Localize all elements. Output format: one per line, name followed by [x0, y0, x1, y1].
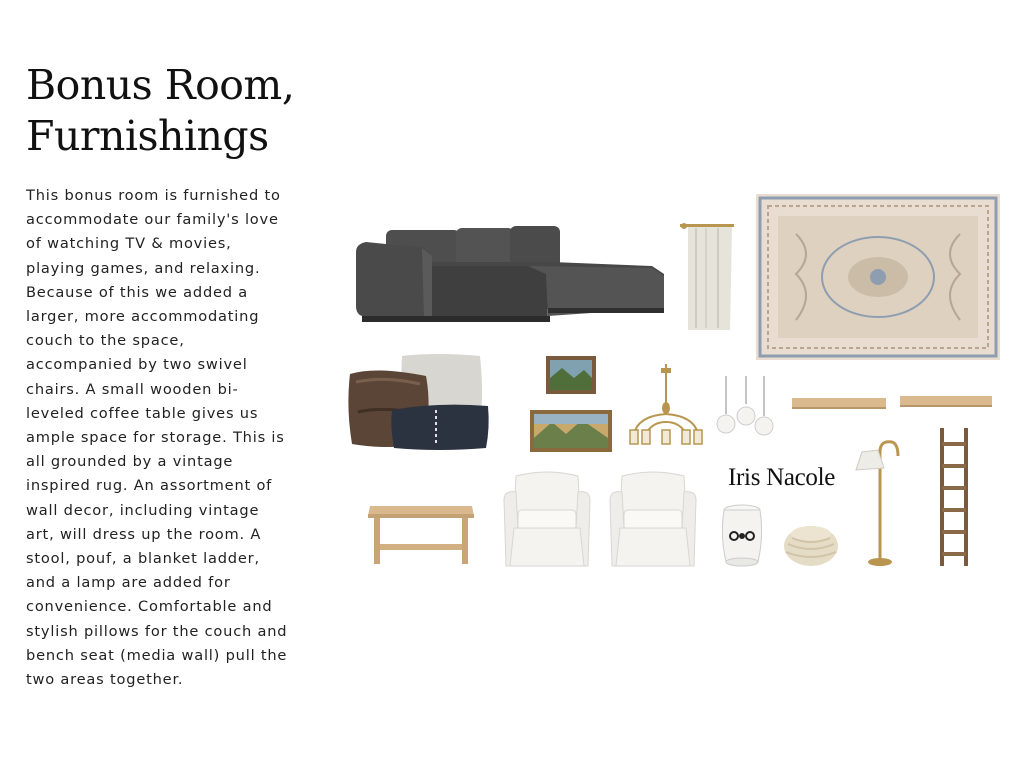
pendant-icon — [716, 376, 774, 438]
designer-signature: Iris Nacole — [728, 464, 836, 491]
ladder-icon — [936, 426, 972, 568]
pouf-icon — [782, 520, 840, 568]
sofa-icon — [352, 222, 668, 328]
painting-icon — [528, 354, 614, 454]
lamp-icon — [854, 438, 904, 568]
rug-icon — [756, 194, 1000, 360]
armchair-icon — [502, 470, 592, 568]
curtain-icon — [680, 222, 734, 332]
pillow-icon — [346, 352, 492, 452]
stool-icon — [720, 504, 764, 568]
shelf-icon — [790, 394, 994, 414]
room-description: This bonus room is furnished to accommodate our family's love of watching TV & movies, playing games, and relaxing. Because of this we added a larger, more accommodating couch to the space, accompanied by two swivel chairs. A small wooden bi-leveled coffee table gives us ample space for storage. This is all grounded by a vintage inspired rug. An assortment of wall decor, including vintage art, will dress up the room. A stool, pouf, a blanket ladder, and a lamp are added for convenience. Comfortable and stylish pillows for the couch and bench seat (media wall) pull the two areas together. — [26, 187, 288, 689]
page-title: Bonus Room, Furnishings — [26, 61, 295, 160]
armchair-icon — [608, 470, 698, 568]
chandelier-icon — [628, 364, 704, 452]
table-icon — [366, 500, 476, 566]
